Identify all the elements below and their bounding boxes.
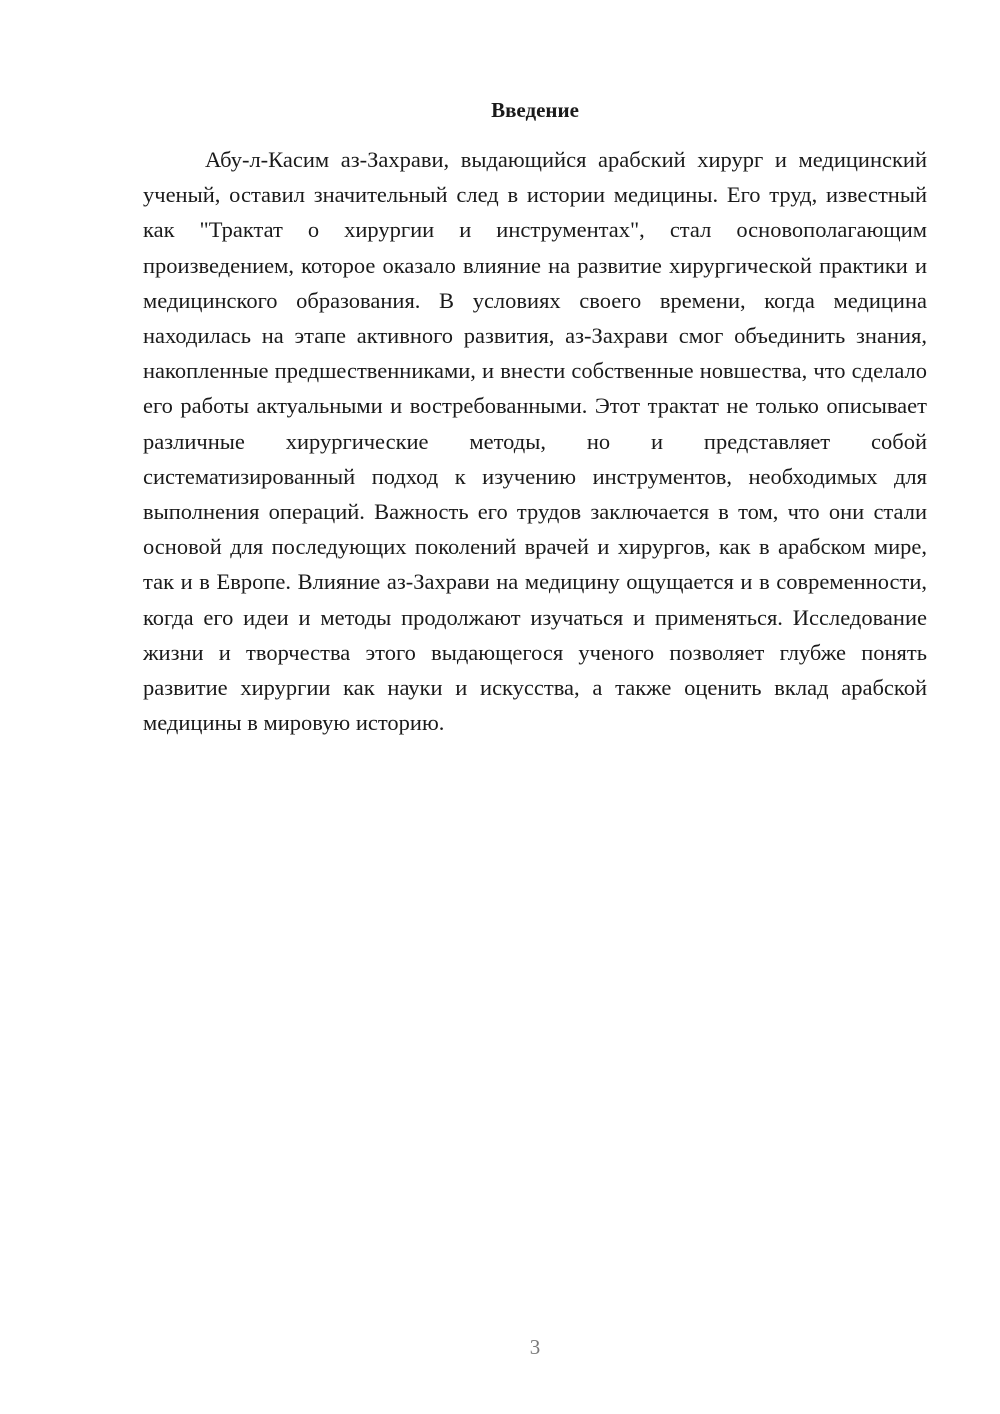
section-heading: Введение	[491, 98, 579, 122]
body-paragraph: Абу-л-Касим аз-Захрави, выдающийся арабский хирург и медицинский ученый, оставил значительный след в истории медицины. Его труд, известный как "Трактат о хирургии и инструментах", стал основополагающим произведением, которое оказало влияние на развитие хирургической практики и медицинского образования. В условиях своего времени, когда медицина находилась на этапе активного развития, аз-Захрави смог объединить знания, накопленные предшественниками, и внести собственные новшества, что сделало его работы актуальными и востребованными. Этот трактат не только описывает различные хирургические методы, но и представляет собой систематизированный подход к изучению инструментов, необходимых для выполнения операций. Важность его трудов заключается в том, что они стали основой для последующих поколений врачей и хирургов, как в арабском мире, так и в Европе. Влияние аз-Захрави на медицину ощущается и в современности, когда его идеи и методы продолжают изучаться и применяться. Исследование жизни и творчества этого выдающегося ученого позволяет глубже понять развитие хирургии как науки и искусства, а также оценить вклад арабской медицины в мировую историю.	[143, 147, 927, 736]
page-number: 3	[529, 1335, 541, 1359]
